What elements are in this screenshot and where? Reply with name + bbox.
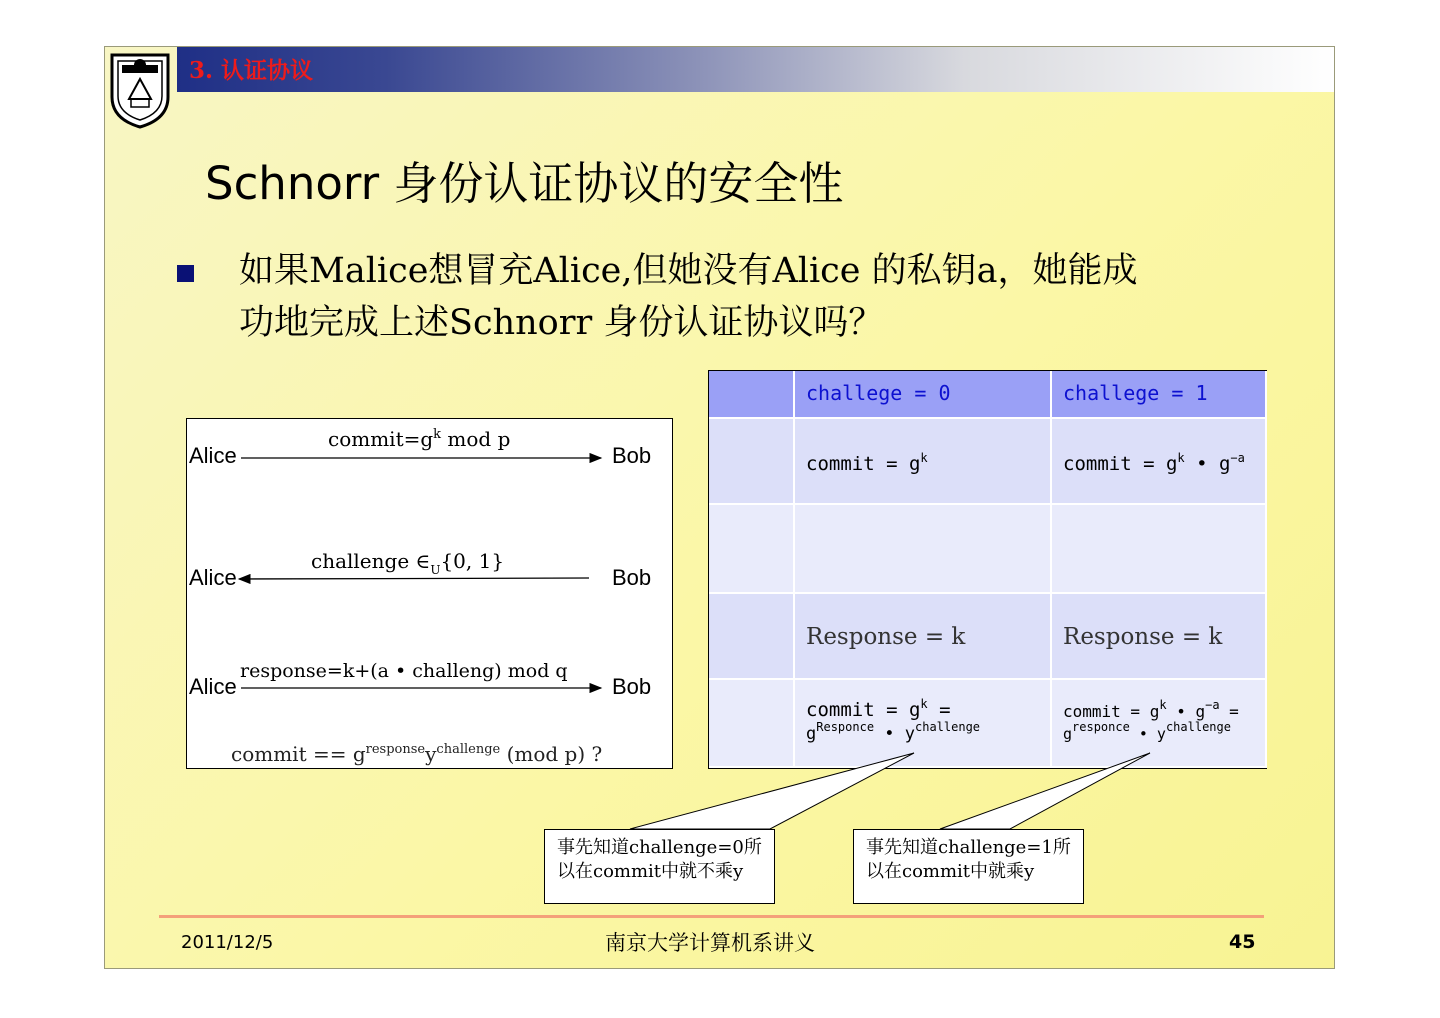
proto-row2-left: Alice xyxy=(189,565,237,590)
proto-row1-left: Alice xyxy=(189,443,237,468)
footer-course-name: 南京大学计算机系讲义 xyxy=(605,931,815,955)
proto-row3-left: Alice xyxy=(189,674,237,699)
bullet-line-1: 如果Malice想冒充Alice,但她没有Alice 的私钥a，她能成 xyxy=(239,251,1138,291)
proto-row2-msg: challenge ∈ xyxy=(311,549,431,573)
proto-check-tail: (mod p) ? xyxy=(500,742,603,766)
page-number: 45 xyxy=(1229,931,1256,953)
callout-left-line-1: 事先知道challenge=0所 xyxy=(557,837,762,858)
table-header-challenge-0: challege = 0 xyxy=(795,371,1052,419)
proto-row1-msg: commit=g xyxy=(328,427,434,451)
table-cell-response-0: Response = k xyxy=(795,594,1052,680)
table-cell-response-1: Response = k xyxy=(1052,594,1267,680)
proto-row2-sub: U xyxy=(430,563,441,577)
proto-check-sup2: challenge xyxy=(436,742,501,757)
slide-title: Schnorr 身份认证协议的安全性 xyxy=(205,157,844,210)
table-cell-verify-0: commit = $g^k$ = $g^{Responce}$ • $y^{challenge}$ xyxy=(795,680,1052,768)
section-title: 3. 认证协议 xyxy=(189,57,314,84)
callout-right-line-1: 事先知道challenge=1所 xyxy=(866,837,1071,858)
callout-challenge-0 xyxy=(544,829,775,904)
table-cell-commit-0: commit = $g^k$ xyxy=(795,419,1052,505)
callout-right-line-2: 以在commit中就乘y xyxy=(866,861,1035,882)
proto-row3-msg: response=k+(a • challeng) mod q xyxy=(240,660,568,682)
proto-check-a: commit == g xyxy=(231,742,366,766)
proto-check-mid: y xyxy=(425,742,437,766)
proto-row2-tail: {0, 1} xyxy=(440,549,505,573)
bullet-line-2: 功地完成上述Schnorr 身份认证协议吗？ xyxy=(239,303,884,343)
table-header-challenge-1: challege = 1 xyxy=(1052,371,1267,419)
table-cell-verify-1: commit = $g^k$ • $g^{-a}$ = $g^{responce}$ • $y^{challenge}$ xyxy=(1052,680,1267,768)
footer-divider xyxy=(159,915,1264,918)
proto-row1-right: Bob xyxy=(612,443,652,468)
callout-challenge-1 xyxy=(853,829,1084,904)
table-cell-commit-1: commit = $g^k$ • $g^{-a}$ xyxy=(1052,419,1267,505)
proto-row2-right: Bob xyxy=(612,565,652,590)
proto-row1-sup: k xyxy=(433,427,442,442)
proto-check-sup1: response xyxy=(365,742,426,757)
proto-row3-right: Bob xyxy=(612,674,652,699)
footer-date: 2011/12/5 xyxy=(181,932,274,953)
proto-row1-msg-tail: mod p xyxy=(441,427,511,451)
callout-left-line-2: 以在commit中就不乘y xyxy=(557,861,744,882)
slide xyxy=(104,46,1335,969)
